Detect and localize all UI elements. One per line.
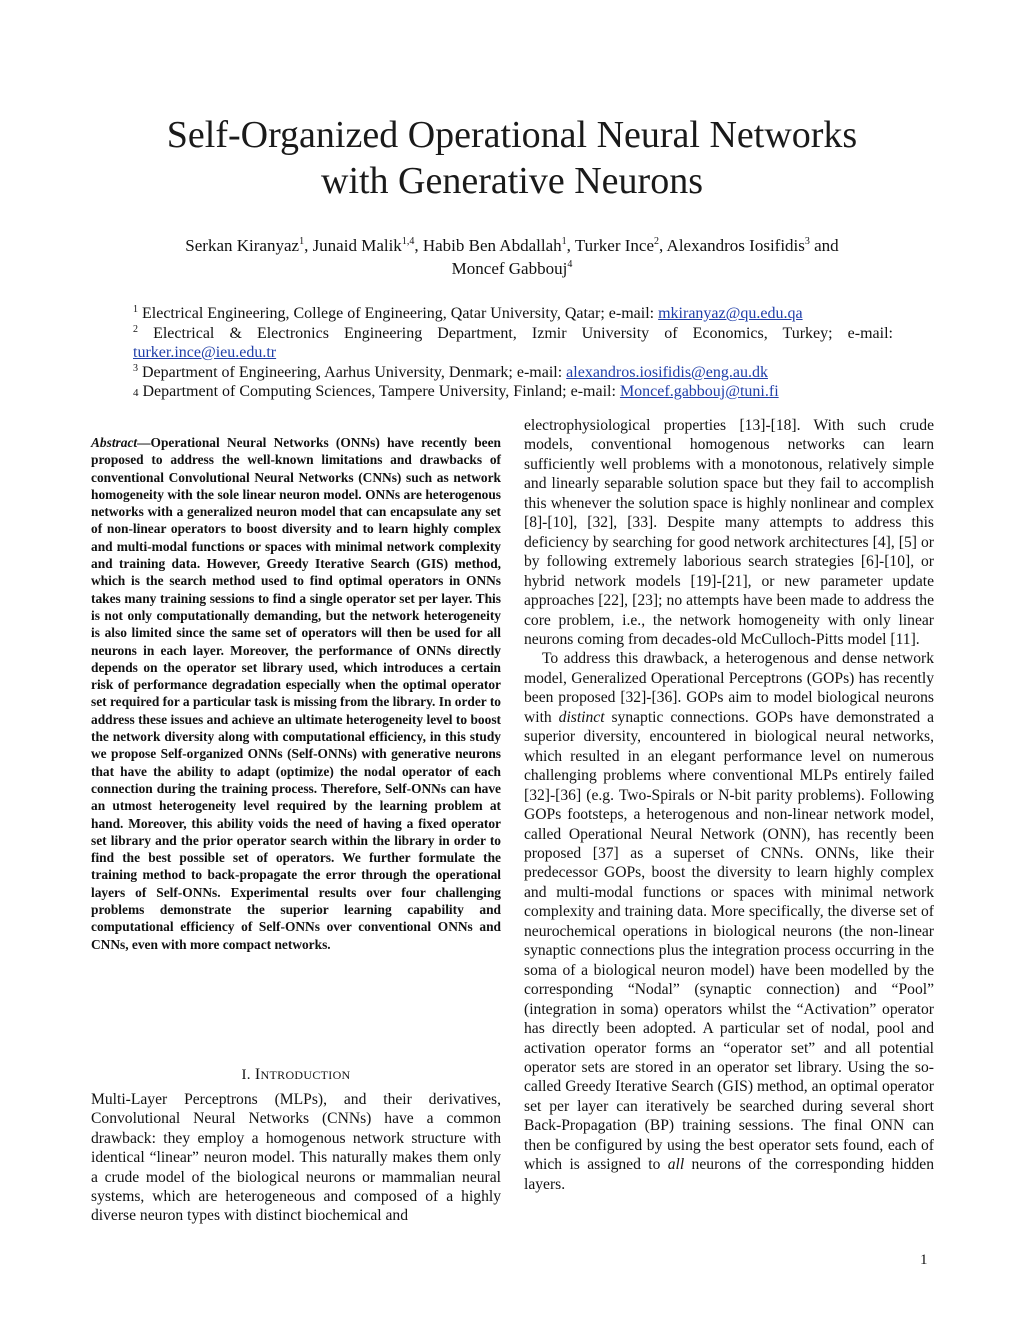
author-affil-sup: 1,4 [401,236,415,247]
author-affil-sup: 3 [804,236,810,247]
paragraph-text: To address this drawback, a heterogenous and dense network model, Generalized Operational Perceptrons (GOPs) has recently been proposed [32]-[36]. GOPs aim to model biological neurons with [524,650,934,726]
author-affil-sup: 1 [561,236,567,247]
affiliation-2 [133,324,893,344]
section-number: I. [241,1067,251,1083]
paragraph-text: synaptic connections. GOPs have demonstrated a superior diversity, encountered in biological neural networks, which resulted in an elegant performance level on numerous challenging problems where conventional MLPs entirely failed [32]-[36] (e.g. Two-Spirals or N-bit parity problems). Following GOPs footsteps, a heterogenous and non-linear network model, called Operational Neural Network (ONN), has recently been proposed [37] as a superset of CNNs. ONNs, like their predecessor GOPs, boost the diversity to learn highly complex and multi-modal functions or spaces with minimal network complexity and training data. More specifically, the diverse set of neurochemical operations in biological neurons (the non-linear synaptic connections plus the integration process occurring in the soma of a biological neuron model) have been modelled by the corresponding “Nodal” (synaptic connection) and “Pool” (integration in soma) operators whilst the “Activation” operator has directly been adopted. A particular set of nodal, pool and activation operator forms an “operator set” and all potential operator sets are stored in an operator set library. Using the so-called Greedy Iterative Search (GIS) method, an optimal operator set per layer can iteratively be searched during several short Back-Propagation (BP) training sessions. The final ONN can then be configured by using the best operator sets found, each of which is assigned to [524,708,934,1174]
affil-text: Department of Computing Sciences, Tampere University, Finland; e-mail: [142,383,620,400]
section-title-rest: NTRODUCTION [260,1068,351,1082]
affiliation-2-email-line [133,343,893,363]
author-name: Serkan Kiranyaz [185,236,300,255]
author-name: Turker Ince [574,236,654,255]
affil-email-link[interactable]: Moncef.gabbouj@tuni.fi [619,383,779,400]
author-name: Junaid Malik [312,236,402,255]
author-name: Moncef Gabbouj [451,259,568,278]
emphasis-text: distinct [558,708,605,726]
author-list: Serkan Kiranyaz$^1$, Junaid Malik$^{1,4}$, Habib Ben Abdallah$^1$, Turker Ince$^2$, Alexandros Iosifidis$^3$ and Moncef Gabbouj$^4$ [185,236,839,278]
affil-text: Department of Engineering, Aarhus University, Denmark; e-mail: [142,363,567,381]
paper-title [0,112,1024,204]
author-affil-sup: 1 [299,236,305,247]
abstract-text: Operational Neural Networks (ONNs) have recently been proposed to address the well-known limitations and drawbacks of conventional Convolutional Neural Networks (CNNs) such as network homogeneity with the sole linear neuron model. ONNs are heterogenous networks with a generalized neuron model that can encapsulate any set of non-linear operators to boost diversity and to learn highly complex and multi-modal functions or spaces with minimal network complexity and training data. However, Greedy Iterative Search (GIS) method, which is the search method used to find optimal operators in ONNs takes many training sessions to find a single operator set per layer. This is not only computationally demanding, but the network heterogeneity is also limited since the same set of operators will then be used for all neurons in each layer. Moreover, the performance of ONNs directly depends on the operator set library used, which introduces a certain risk of performance degradation especially when the optimal operator set required for a particular task is missing from the library. In order to address these issues and achieve an ultimate heterogeneity level to boost the network diversity along with computational efficiency, in this study we propose Self-organized ONNs (Self-ONNs) with generative neurons that have the ability to adapt (optimize) the nodal operator of each connection during the training process. Therefore, Self-ONNs can have an utmost heterogeneity level required by the learning problem at hand. Moreover, this ability voids the need of having a fixed operator set library and the prior operator search within the library in order to find the best possible set of operators. We further formulate the training method to back-propagate the error through the operational layers of Self-ONNs. Experimental results over four challenging problems demonstrate the superior learning capability and computational efficiency of Self-ONNs over conventional ONNs and CNNs, even with more compact networks. [91,435,501,952]
section-title-initial: I [254,1066,261,1083]
emphasis-text: all [667,1156,685,1174]
affiliation-4 [133,382,893,404]
title-line-1: Self-Organized Operational Neural Networks [166,114,858,156]
affil-text: Electrical Engineering, College of Engineering, Qatar University, Qatar; e-mail: [142,305,659,322]
right-column [524,416,934,1194]
abstract-dash: — [137,435,151,450]
affil-number: 3 [133,362,138,374]
affiliations [133,304,893,404]
author-name: Alexandros Iosifidis [666,236,805,255]
body-paragraph-2 [524,649,934,1194]
author-affil-sup: 4 [567,259,573,270]
affil-number: 2 [133,323,138,335]
section-heading-introduction [91,1066,501,1084]
affil-number: 1 [133,304,138,315]
introduction-paragraph: Multi-Layer Perceptrons (MLPs), and their derivatives, Convolutional Neural Networks (CNNs) have a common drawback: they employ a homogenous network structure with identical “linear” neuron model. This naturally makes them only a crude model of the biological neurons or mammalian neural systems, which are heterogeneous and composed of a highly diverse neuron types with distinct biochemical and [91,1091,501,1225]
body-paragraph-1: electrophysiological properties [13]-[18]. With such crude models, conventional homogenous networks can learn sufficiently well problems with a monotonous, relatively simple and linearly separable solution space but they fail to accomplish this whenever the solution space is highly nonlinear and complex [8]-[10], [32], [33]. Despite many attempts to address this deficiency by searching for good network architectures [4], [5] or by following extremely laborious search strategies [6]-[10], or hybrid network models [19]-[21], or new parameter update approaches [22], [23]; no attempts have been made to address the core problem, i.e., the network homogeneity with only linear neurons coming from decades-old McCulloch-Pitts model [11]. [524,417,934,648]
paragraph-text: neurons of the corresponding hidden layers. [524,1156,934,1193]
affil-email-link[interactable]: mkiranyaz@qu.edu.qa [658,305,803,322]
authors-and: and [814,236,839,255]
affil-number: 4 [133,387,139,399]
affiliation-1 [133,304,893,324]
abstract-label: Abstract [91,435,138,450]
affil-email-link[interactable]: alexandros.iosifidis@eng.au.dk [566,363,768,381]
affil-email-link[interactable]: turker.ince@ieu.edu.tr [133,344,277,361]
author-affil-sup: 2 [653,236,659,247]
page-number: 1 [920,1252,928,1268]
affiliation-3 [133,363,893,383]
title-line-2: with Generative Neurons [321,160,703,202]
abstract [91,434,501,953]
author-name: Habib Ben Abdallah [422,236,562,255]
affil-text: Electrical & Electronics Engineering Department, Izmir University of Economics, Turkey; e-mail: [153,324,893,342]
